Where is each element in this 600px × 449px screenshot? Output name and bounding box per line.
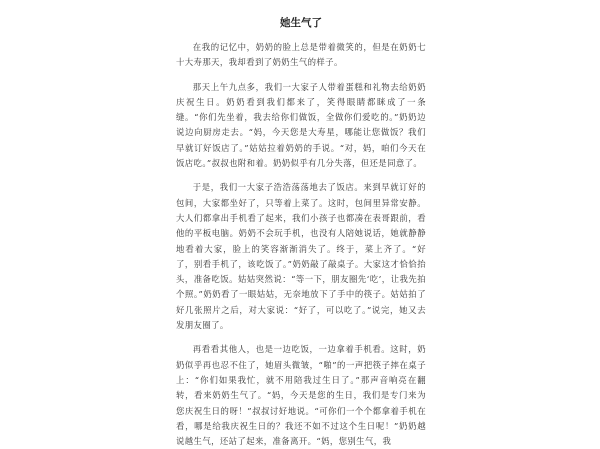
document-title: 她生气了 [280, 17, 322, 29]
paragraph-2: 那天上午九点多，我们一大家子人带着蛋糕和礼物去给奶奶庆祝生日。奶奶看到我们都来了，笑得眼睛都眯成了一条缝。“你们先坐着，我去给你们做饭，全做你们爱吃的。”奶奶边说边向厨房走去。“妈，今天您是大寿星，哪能让您做饭？我们早就订好饭店了。”姑姑拉着奶奶的手说。“对，妈，咱们今天在饭店吃。”叔叔也附和着。奶奶似乎有几分失落，但还是同意了。 [176, 81, 426, 169]
paragraph-1: 在我的记忆中，奶奶的脸上总是带着微笑的，但是在奶奶七十大寿那天，我却看到了奶奶生气的样子。 [176, 42, 426, 68]
document-body [176, 40, 426, 449]
paragraph-3: 于是，我们一大家子浩浩荡荡地去了饭店。来到早就订好的包间，大家都坐好了，只等着上菜了。这时，包间里异常安静。大人们都拿出手机看了起来，我们小孩子也都凑在表哥跟前，看他的平板电脑。奶奶不会玩手机，也没有人陪她说话，她就静静地看着大家，脸上的笑容渐渐消失了。终于，菜上齐了。“好了，别看手机了，该吃饭了。”奶奶敲了敲桌子。大家这才恰恰抬头，准备吃饭。姑姑突然说：“等一下，朋友圈先‘吃’，让我先拍个照。”奶奶看了一眼姑姑，无奈地放下了手中的筷子。姑姑拍了好几张照片之后，对大家说：“好了，可以吃了。”说完，她又去发朋友圈了。 [176, 182, 426, 331]
paragraph-4: 再看看其他人，也是一边吃饭，一边拿着手机看。这时，奶奶似乎再也忍不住了，她眉头微皱，“啪”的一声把筷子摔在桌子上：“你们如果我忙，就不用陪我过生日了。”那声音响亮在翻转，看来奶奶生气了。“妈，今天是您的生日，我们是专门来为您庆祝生日的呀！”叔叔讨好地说。“可你们一个个都拿着手机在看，哪是给我庆祝生日的？我还不如不过这个生日呢！”奶奶越说越生气，还站了起来，准备离开。“妈，您别生气，我 [176, 344, 426, 447]
